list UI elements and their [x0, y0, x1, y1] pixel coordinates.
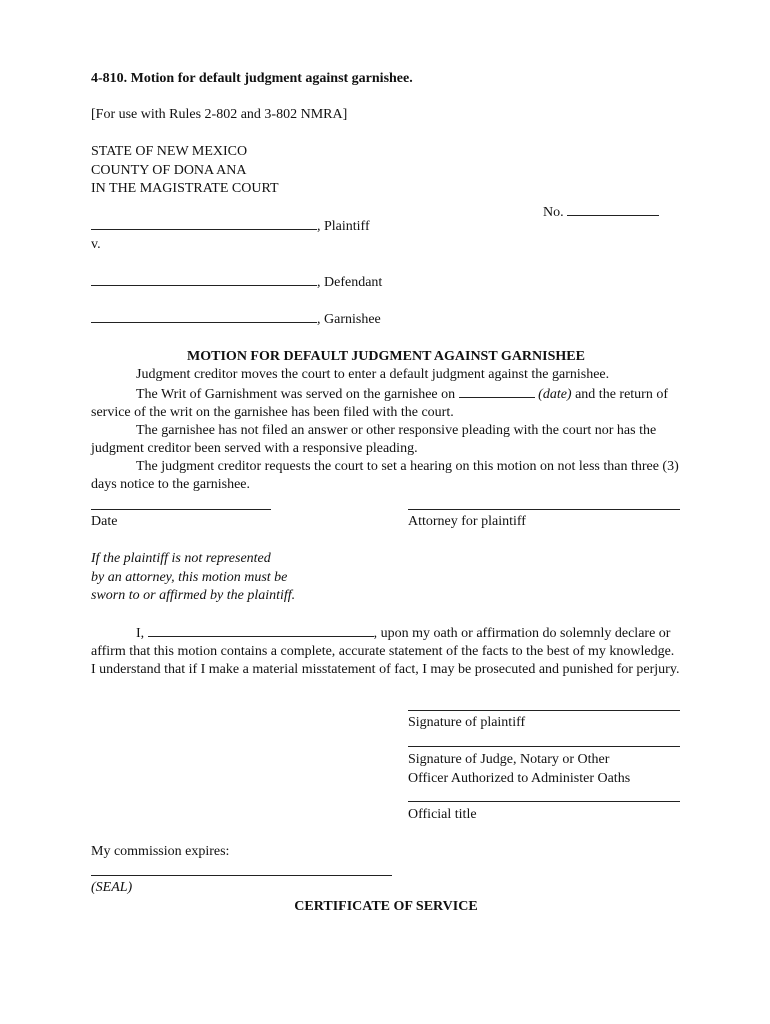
commission-expiry-line[interactable] — [91, 875, 392, 876]
case-number — [543, 202, 659, 222]
caption-county: COUNTY OF DONA ANA — [91, 163, 247, 178]
unrepresented-note-line-3: sworn to or affirmed by the plaintiff. — [91, 588, 296, 603]
garnishee-name-blank[interactable] — [91, 309, 317, 323]
seal-label: (SEAL) — [91, 880, 133, 895]
judge-signature-line[interactable] — [408, 746, 680, 747]
oath-paragraph — [91, 623, 681, 679]
oath-text-after: , upon my oath or affirmation do solemnly declare or affirm that this motion contains a complete, accurate statement of the facts to the best of my knowledge. I understand that if I make a material misstatement of fact, I may be prosecuted and punished for perjury. — [91, 626, 680, 677]
defendant-name-blank[interactable] — [91, 272, 317, 286]
caption-court: IN THE MAGISTRATE COURT — [91, 181, 279, 196]
plaintiff-line — [91, 216, 370, 236]
motion-paragraph-4: The judgment creditor requests the court to set a hearing on this motion on not less than three (3) days notice to the garnishee. — [91, 459, 679, 492]
versus-label: v. — [91, 237, 101, 252]
garnishee-line — [91, 309, 381, 329]
date-label: Date — [91, 514, 118, 529]
unrepresented-note-line-2: by an attorney, this motion must be — [91, 570, 288, 585]
motion-paragraph-3: The garnishee has not filed an answer or other responsive pleading with the court nor has the judgment creditor been served with a responsive pleading. — [91, 423, 657, 456]
judge-signature-label-line-1: Signature of Judge, Notary or Other — [408, 752, 610, 767]
rules-note: [For use with Rules 2-802 and 3-802 NMRA] — [91, 107, 348, 122]
form-heading: 4-810. Motion for default judgment against garnishee. — [91, 71, 413, 86]
motion-paragraph-2 — [91, 384, 681, 422]
caption-state: STATE OF NEW MEXICO — [91, 144, 248, 159]
judge-signature-label-line-2: Officer Authorized to Administer Oaths — [408, 771, 631, 786]
defendant-label: , Defendant — [317, 275, 383, 290]
official-title-line[interactable] — [408, 801, 680, 802]
plaintiff-signature-label: Signature of plaintiff — [408, 715, 526, 730]
motion-p2-date-hint: (date) — [534, 387, 572, 402]
plaintiff-signature-line[interactable] — [408, 710, 680, 711]
attorney-label: Attorney for plaintiff — [408, 514, 526, 529]
motion-paragraph-1: Judgment creditor moves the court to enter a default judgment against the garnishee. — [136, 367, 610, 382]
case-number-blank[interactable] — [567, 202, 659, 216]
affiant-name-blank[interactable] — [148, 623, 374, 637]
date-signature-line[interactable] — [91, 509, 271, 510]
motion-p2-text-after: and the return of service of the writ on the garnishee has been filed with the court. — [91, 387, 669, 420]
certificate-title: CERTIFICATE OF SERVICE — [294, 899, 478, 914]
service-date-blank[interactable] — [459, 384, 535, 398]
attorney-signature-line[interactable] — [408, 509, 680, 510]
plaintiff-label: , Plaintiff — [317, 219, 370, 234]
motion-body — [91, 366, 681, 494]
oath-text-before: I, — [136, 626, 148, 641]
motion-p2-text-before: The Writ of Garnishment was served on the garnishee on — [136, 387, 459, 402]
official-title-label: Official title — [408, 807, 477, 822]
case-number-label: No. — [543, 205, 564, 220]
plaintiff-name-blank[interactable] — [91, 216, 317, 230]
unrepresented-note-line-1: If the plaintiff is not represented — [91, 551, 271, 566]
defendant-line — [91, 272, 382, 292]
commission-expires-label: My commission expires: — [91, 844, 230, 859]
garnishee-label: , Garnishee — [317, 312, 381, 327]
motion-title: MOTION FOR DEFAULT JUDGMENT AGAINST GARNISHEE — [187, 349, 585, 364]
